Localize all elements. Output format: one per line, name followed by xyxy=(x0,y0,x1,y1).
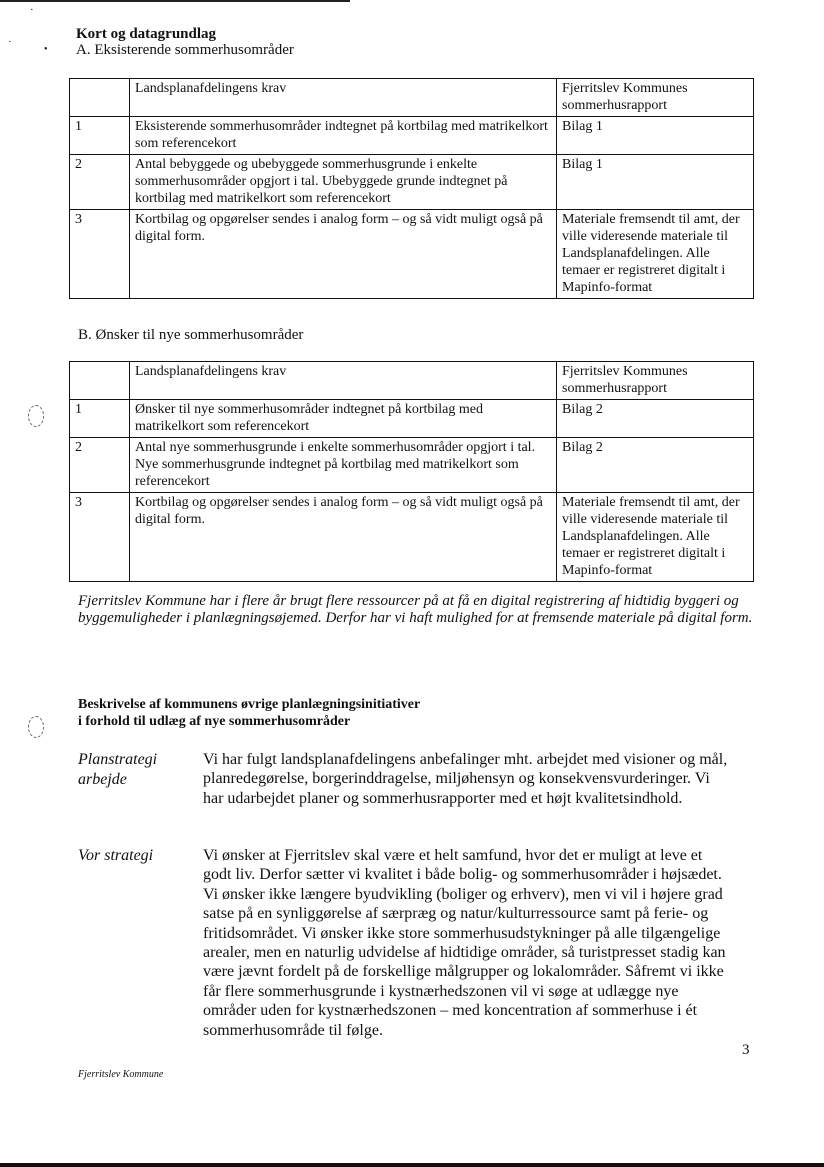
page-number: 3 xyxy=(742,1042,750,1058)
punch-hole-icon xyxy=(28,716,44,738)
table-header-row xyxy=(70,362,754,400)
page-footer: Fjerritslev Kommune xyxy=(78,1069,164,1080)
row-rapport: Materiale fremsendt til amt, der ville videresende materiale til Landsplanafdelingen. Alle temaer er registreret digitalt i Mapinfo-format xyxy=(557,493,754,582)
row-rapport: Bilag 2 xyxy=(557,438,754,493)
row-number: 2 xyxy=(70,438,130,493)
table-row xyxy=(70,400,754,438)
table-header-row xyxy=(70,79,754,117)
row-rapport: Bilag 1 xyxy=(557,155,754,210)
label-line: arbejde xyxy=(78,771,127,788)
bullet-icon: • xyxy=(44,44,48,55)
description-heading-line: i forhold til udlæg af nye sommerhusområder xyxy=(78,714,351,729)
planstrategi-text: Vi har fulgt landsplanafdelingens anbefalinger mht. arbejdet med visioner og mål, planredegørelse, borgerinddragelse, miljøhensyn og konsekvensvurderinger. Vi har udarbejdet planer og sommerhusrapporter med et højt kvalitetsindhold. xyxy=(203,751,728,807)
table-row xyxy=(70,493,754,582)
subsection-heading-a: A. Eksisterende sommerhusområder xyxy=(76,42,294,58)
row-number: 1 xyxy=(70,117,130,155)
row-rapport: Bilag 2 xyxy=(557,400,754,438)
row-rapport: Materiale fremsendt til amt, der ville videresende materiale til Landsplanafdelingen. Alle temaer er registreret digitalt i Mapinfo-format xyxy=(557,210,754,299)
row-number: 2 xyxy=(70,155,130,210)
requirements-table-b xyxy=(69,361,754,582)
description-heading xyxy=(78,696,420,730)
scan-artifact-mark: · xyxy=(30,4,34,16)
section-heading: Kort og datagrundlag xyxy=(76,26,217,42)
label-line: Planstrategi xyxy=(78,751,158,768)
scan-artifact-mark: · xyxy=(8,36,12,48)
requirements-table-a xyxy=(69,78,754,299)
header-rapport: Fjerritslev Kommunes sommerhusrapport xyxy=(557,362,754,400)
planstrategi-label xyxy=(78,750,157,790)
vor-strategi-label: Vor strategi xyxy=(78,847,154,864)
row-number: 3 xyxy=(70,493,130,582)
row-krav: Ønsker til nye sommerhusområder indtegnet på kortbilag med matrikelkort som referencekort xyxy=(130,400,557,438)
row-krav: Antal nye sommerhusgrunde i enkelte sommerhusområder opgjort i tal. Nye sommerhusgrunde indtegnet på kortbilag med matrikelkort som referencekort xyxy=(130,438,557,493)
row-krav: Kortbilag og opgørelser sendes i analog form – og så vidt muligt også på digital form. xyxy=(130,210,557,299)
row-krav: Eksisterende sommerhusområder indtegnet på kortbilag med matrikelkort som referencekort xyxy=(130,117,557,155)
header-krav: Landsplanafdelingens krav xyxy=(130,79,557,117)
scan-top-edge xyxy=(0,0,350,2)
header-rapport: Fjerritslev Kommunes sommerhusrapport xyxy=(557,79,754,117)
table-row xyxy=(70,438,754,493)
scan-bottom-edge xyxy=(0,1163,824,1167)
table-row xyxy=(70,155,754,210)
row-number: 3 xyxy=(70,210,130,299)
table-row xyxy=(70,210,754,299)
table-row xyxy=(70,117,754,155)
row-krav: Kortbilag og opgørelser sendes i analog form – og så vidt muligt også på digital form. xyxy=(130,493,557,582)
header-krav: Landsplanafdelingens krav xyxy=(130,362,557,400)
subsection-heading-b: B. Ønsker til nye sommerhusområder xyxy=(78,327,304,343)
punch-hole-icon xyxy=(28,405,44,427)
row-rapport: Bilag 1 xyxy=(557,117,754,155)
description-heading-line: Beskrivelse af kommunens øvrige planlægningsinitiativer xyxy=(78,697,421,712)
row-number: 1 xyxy=(70,400,130,438)
header-num xyxy=(70,362,130,400)
vor-strategi-text: Vi ønsker at Fjerritslev skal være et helt samfund, hvor det er muligt at leve et godt liv. Derfor sætter vi kvalitet i både bolig- og sommerhusområder i højsædet. Vi ønsker ikke længere byudvikling (boliger og erhverv), men vi vil i højere grad satse på en synliggørelse af særpræg og natur/kulturressource samt på ferie- og fritidsområdet. Vi ønsker ikke store sommerhusudstykninger på alle tilgængelige arealer, men en naturlig udvidelse af hidtidige områder, så turistpresset stadig kan være jævnt fordelt på de forskellige målgrupper og lokalområder. Såfremt vi ikke får flere sommerhusgrunde i kystnærhedszonen vil vi søge at udlægge nye områder uden for kystnærhedszonen – med koncentration af sommerhuse i ét sommerhusområde til følge. xyxy=(203,847,726,1039)
row-krav: Antal bebyggede og ubebyggede sommerhusgrunde i enkelte sommerhusområder opgjort i tal. Ubebyggede grunde indtegnet på kortbilag med matrikelkort som referencekort xyxy=(130,155,557,210)
italic-note: Fjerritslev Kommune har i flere år brugt flere ressourcer på at få en digital registrering af hidtidig byggeri og byggemuligheder i planlægningsøjemed. Derfor har vi haft mulighed for at fremsende materiale på digital form. xyxy=(78,593,753,626)
header-num xyxy=(70,79,130,117)
